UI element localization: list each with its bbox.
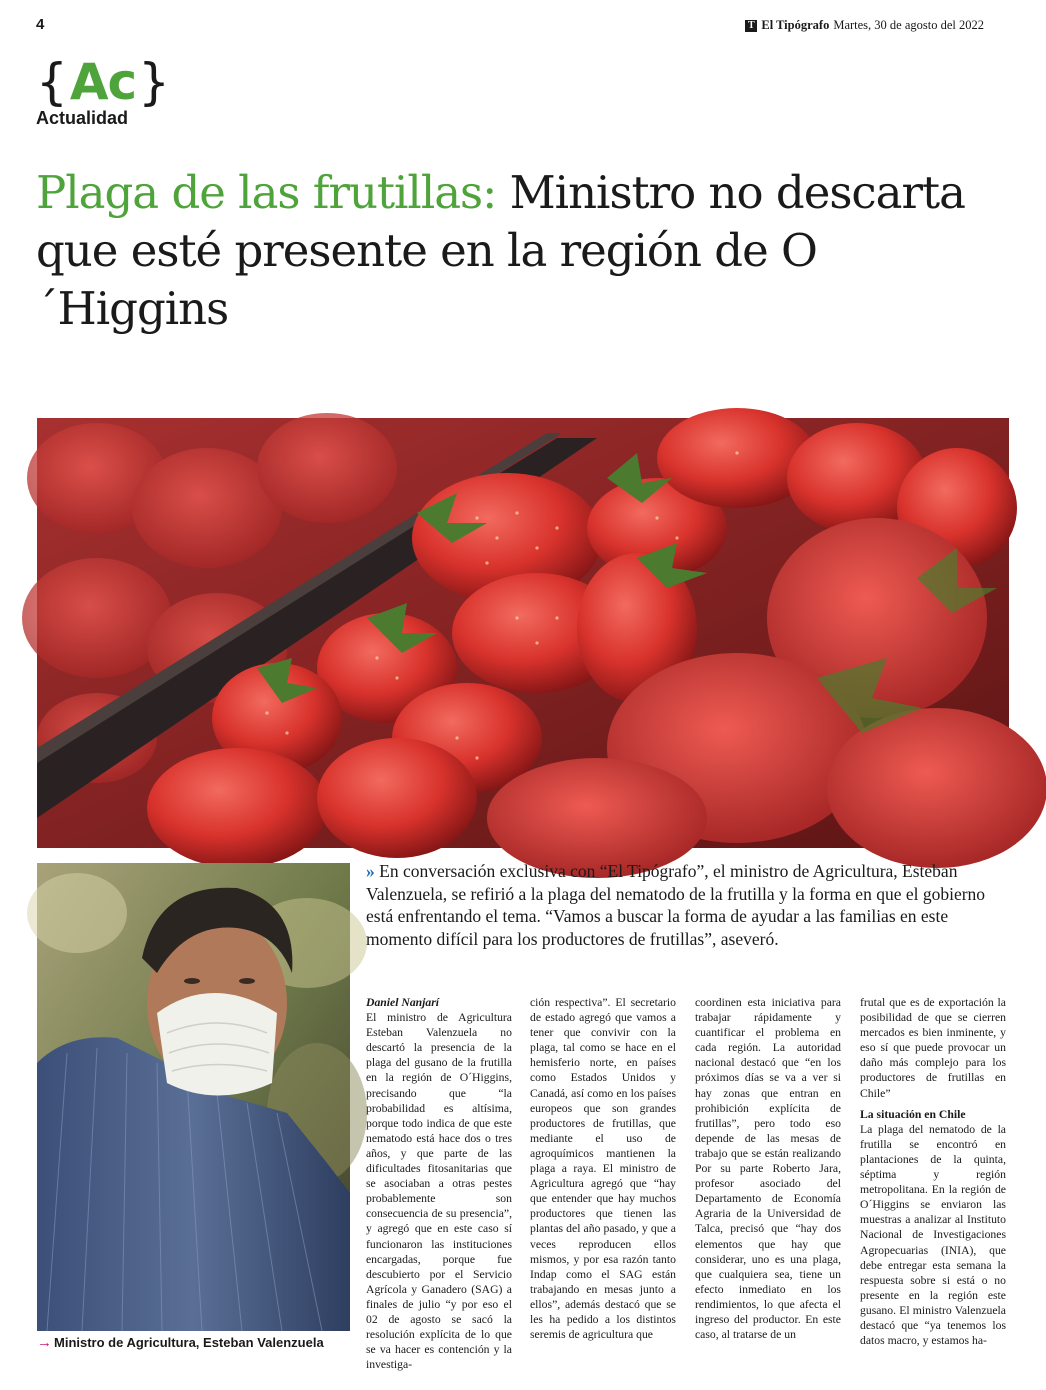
caption-text: Ministro de Agricultura, Esteban Valenzuela <box>54 1335 324 1350</box>
masthead <box>745 18 984 33</box>
page-number: 4 <box>36 16 45 33</box>
section-code: Ac <box>69 53 137 111</box>
article-column-2 <box>530 995 676 1355</box>
headline-main: Ministro no descarta que esté presente en la región de O´Higgins <box>36 166 965 335</box>
minister-portrait-photo <box>37 863 350 1331</box>
lead-marker-icon: » <box>366 861 375 881</box>
caption-arrow-icon: → <box>37 1334 52 1351</box>
photo-caption <box>37 1334 324 1351</box>
issue-date: Martes, 30 de agosto del 2022 <box>833 18 984 32</box>
strawberries-photo <box>37 418 1009 848</box>
column-2-text: ción respectiva”. El secretario de estado agregó que vamos a tener que convivir con la plaga, tal como se hace en el hemisferio norte, en países como Estados Unidos y Canadá, así como en los países europeos que son grandes productores de frutillas, que mediante el uso de agroquímicos mantienen la plaga a raya. El ministro de Agricultura agregó que “hay que entender que hay muchos productores que tienen las plantas del año pasado, y que a veces reproducen ellos mismos, y por esa razón tanto Indap como el SAG están trabajando en mesas junto a ellos”, además destacó que se les ha pedido a los distintos seremis de agricultura que <box>530 996 676 1342</box>
section-mark <box>36 52 170 129</box>
section-close-brace: } <box>138 53 170 111</box>
publication-logo-icon: T <box>745 20 757 32</box>
byline: Daniel Nanjarí <box>366 996 440 1009</box>
article-headline <box>36 164 996 338</box>
publication-name: El Tipógrafo <box>761 18 830 32</box>
column-4-text-b: La plaga del nematodo de la frutilla se encontró en plantaciones de la quinta, séptima y región metropolitana. En la región de O´Higgins se enviaron las muestras a analizar al Instituto Nacional de Investigaciones Agropecuarias (INIA), que debe entregar esta semana la respuesta sobre si está o no presente en la región este gusano. El ministro Valenzuela destacó que “ya tenemos los datos macro, y estamos ha- <box>860 1122 1006 1348</box>
section-open-brace: { <box>36 53 68 111</box>
article-column-4 <box>860 995 1006 1355</box>
headline-kicker: Plaga de las frutillas: <box>36 166 497 219</box>
article-column-3 <box>695 995 841 1355</box>
lead-text: En conversación exclusiva con “El Tipógrafo”, el ministro de Agricultura, Esteban Valenzuela, se refirió a la plaga del nematodo de la frutilla y la forma en que el gobierno está enfrentando el tema. “Vamos a buscar la forma de ayudar a las familias en este momento difícil para los productores de frutillas”, aseveró. <box>366 861 986 949</box>
column-3-text: coordinen esta iniciativa para trabajar rápidamente y cuantificar el problema en cada región. La autoridad nacional destacó que “en los próximos días se va a ver si hay zonas que entran en prohibición explícita de frutillas”, pero todo eso depende de las mesas de trabajo que se están realizando Por su parte Roberto Jara, profesor asociado del Departamento de Economía Agraria de la Universidad de Talca, precisó que “hay dos elementos que hay que considerar, uno es una plaga, que cualquiera sea, tiene un efecto inmediato en los rendimientos, lo que afecta el ingreso del productor. En este caso, al tratarse de un <box>695 996 841 1342</box>
subhead-situacion: La situación en Chile <box>860 1107 966 1121</box>
article-column-1 <box>366 995 512 1372</box>
column-1-text: El ministro de Agricultura Esteban Valenzuela no descartó la presencia de la plaga del gusano de la frutilla en la región de O´Higgins, precisando que “la probabilidad es altísima, porque todo indica de que este nematodo está hace dos o tres años, y que parte de las dificultades fitosanitarias que se asociaban a otras pestes probablemente son consecuencia de su presencia”, y agregó que en este caso sí funcionaron las instituciones encargadas, porque fue descubierto por el Servicio Agrícola y Ganadero (SAG) a finales de julio “y por eso el 02 de agosto se sacó la resolución explícita de lo que se va hacer es contención y la investiga- <box>366 1011 512 1372</box>
section-name: Actualidad <box>36 108 129 128</box>
article-lead <box>366 860 994 950</box>
column-4-text-a: frutal que es de exportación la posibilidad de que se cierren mercados es bien inminente, y eso sí que puede provocar un daño más complejo para los productores de frutillas en Chile” <box>860 996 1006 1100</box>
